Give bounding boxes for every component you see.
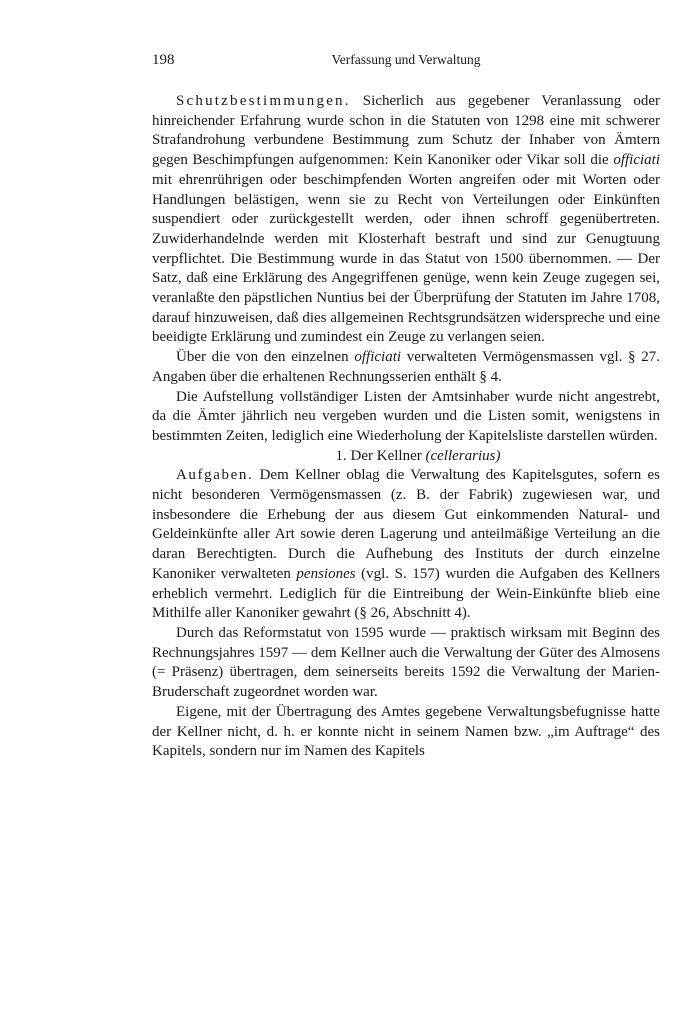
paragraph-text: Dem Kellner oblag die Verwaltung des Kapitelsgutes, sofern es nicht besonderen Vermögensmassen (z. B. der Fabrik) zugewiesen war, und insbesondere die Erhebung der aus diesem Gut einkommenden Natural- und Geldeinkünfte aller Art sowie deren Lagerung und anteilmäßige Verteilung an die daran Berechtigten. Durch die Aufhebung des Instituts der durch einzelne Kanoniker verwalteten	[152, 467, 660, 582]
section-title: 1. Der Kellner	[335, 447, 426, 464]
paragraph-text: mit ehrenrührigen oder beschimpfenden Worten angreifen oder mit Worten oder Handlungen belästigen, wenn sie zu Recht von Verteilungen oder Einkünften suspendiert oder zurückgestellt werden, oder ihnen schroff gegenübertreten. Zuwiderhandelnde werden mit Klosterhaft bestraft und sind zur Genugtuung verpflichtet. Die Bestimmung wurde in das Statut von 1500 übernommen. — Der Satz, daß eine Erklärung des Angegriffenen genüge, wenn kein Zeuge zugegen sei, veranlaßte den päpstlichen Nuntius bei der Überprüfung der Statuten im Jahre 1708, darauf hinzuweisen, daß dies allgemeinen Rechtsgrundsätzen widerspreche und eine beeidigte Erklärung und zumindest ein Zeuge zu verlangen seien.	[152, 171, 660, 346]
running-title: Verfassung und Verwaltung	[331, 52, 481, 67]
paragraph-text: verwalteten Vermögensmassen vgl. § 27. Angaben über die erhaltenen Rechnungsserien enthält § 4.	[152, 349, 660, 385]
paragraph-text: Über die von den einzelnen	[176, 349, 355, 366]
italic-term: pensiones	[296, 565, 356, 582]
paragraph-befugnisse: Eigene, mit der Übertragung des Amtes gegebene Verwaltungsbefugnisse hatte der Kellner nicht, d. h. er konnte nicht in seinem Namen bzw. „im Auftrage“ des Kapitels, sondern nur im Namen des Kapitels	[152, 703, 660, 760]
page-body	[152, 92, 660, 762]
section-heading	[152, 447, 660, 467]
italic-term: officiati	[354, 349, 402, 366]
section-title-latin: (cellerarius)	[425, 447, 501, 464]
paragraph-keyword: Aufgaben.	[176, 467, 254, 484]
paragraph-listen: Die Aufstellung vollständiger Listen der Amtsinhaber wurde nicht angestrebt, da die Ämter jährlich neu vergeben wurden und die Listen somit, wenigstens in bestimmten Zeiten, lediglich eine Wiederholung der Kapitelsliste darstellen würden.	[152, 388, 660, 444]
italic-term: officiati	[613, 152, 660, 169]
paragraph-text: (vgl. S. 157) wurden die Aufgaben des Kellners erheblich vermehrt. Lediglich für die Eintreibung der Wein-Einkünfte blieb eine Mithilfe aller Kanoniker gewahrt (§ 26, Abschnitt 4).	[152, 565, 661, 622]
paragraph-aufgaben	[152, 466, 660, 624]
paragraph-text: Sicherlich aus gegebener Veranlassung oder hinreichender Erfahrung wurde schon in die Statuten von 1298 eine mit schwerer Strafandrohung verbundene Bestimmung zum Schutz der Inhaber von Ämtern gegen Beschimpfungen aufgenommen: Kein Kanoniker oder Vikar soll die	[152, 93, 660, 169]
paragraph-reformstatut: Durch das Reformstatut von 1595 wurde — praktisch wirksam mit Beginn des Rechnungsjahres 1597 — dem Kellner auch die Verwaltung der Güter des Almosens (= Präsenz) übertragen, dem seinerseits bereits 1592 die Verwaltung der Marien-Bruderschaft zugeordnet worden war.	[152, 624, 660, 701]
paragraph-keyword: Schutzbestimmungen.	[176, 93, 351, 109]
paragraph-schutzbestimmungen	[152, 92, 660, 348]
page-header	[152, 52, 660, 76]
paragraph-vermoegensmassen	[152, 348, 660, 387]
page-number: 198	[152, 52, 175, 68]
